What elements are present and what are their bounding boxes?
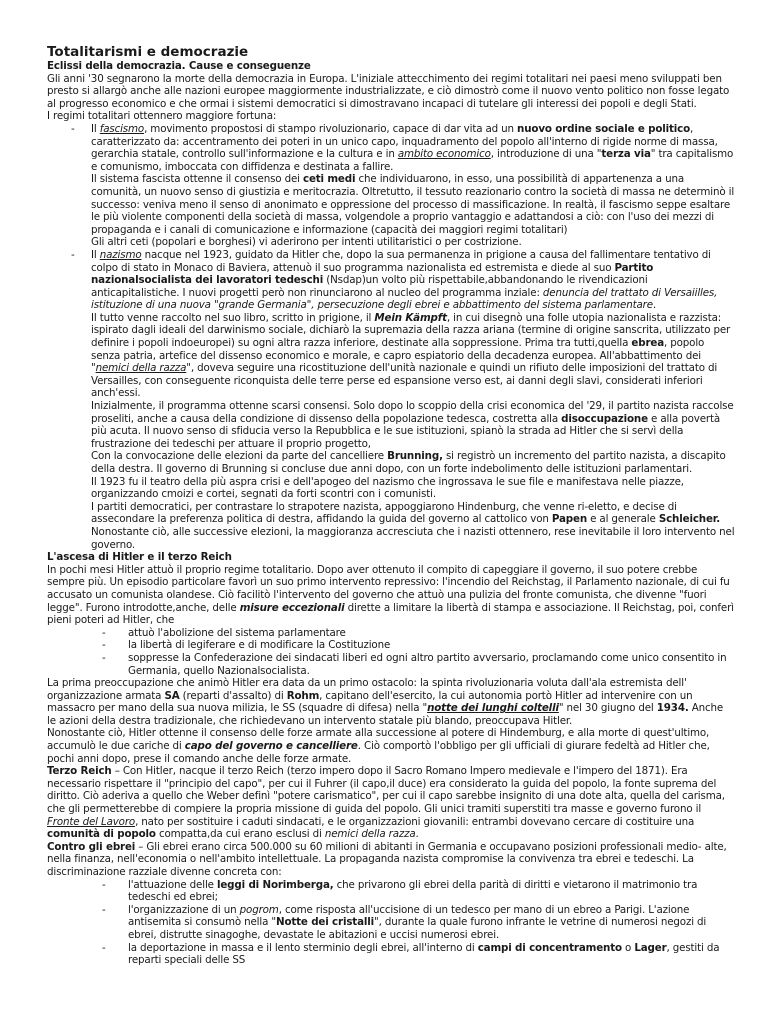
ambito-economico-term: ambito economico xyxy=(397,148,491,161)
section-subtitle: Eclissi della democrazia. Cause e conseguenze xyxy=(47,60,311,72)
list-item: - l'organizzazione di un pogrom, come risposta all'uccisione di un tedesco per mano di un ebreo a Parigi. L'azione antisemita si consumò nella "Notte dei cristalli", durante la quale furono infrante le vetrine di numerosi negozi di ebrei, distrutte sinagoghe, devastate le abitazioni e uccisi numerosi ebrei. xyxy=(102,903,707,941)
list-item: - la deportazione in massa e il lento sterminio degli ebrei, all'interno di campi di concentramento o Lager, gestiti da reparti speciali delle SS xyxy=(102,941,720,967)
regimes-intro: I regimi totalitari ottennero maggiore fortuna: xyxy=(47,110,277,123)
terzo-reich-paragraph: Terzo Reich – Con Hitler, nacque il terzo Reich (terzo impero dopo il Sacro Romano Impero medievale e l'impero del 1871). Era necessario rispettare il "principio del capo", per cui il Fuhrer (il capo,il duce) era considerato la guida del popolo, la fonte suprema del diritto. Ciò aderiva a quello che Weber definì "potere carismatico", per cui il capo sarebbe insignito di una dote alta, quella del carisma, che gli permetterebbe di compiere la propria missione di guida del popolo. Gli unici tramiti superstiti tra masse e governo furono il Fronte del Lavoro, nato per sostituire i caduti sindacati, e le organizzazioni giovanili: entrambi dovevano cercare di costituire una comunità di popolo compatta,da cui erano esclusi di nemici della razza. xyxy=(47,765,725,841)
nazismo-p3: Inizialmente, il programma ottenne scarsi consensi. Solo dopo lo scoppio della crisi economica del '29, il partito nazista raccolse proseliti, anche a causa della condizione di dissenso della popolazione tedesca, costretta alla disoccupazione e alla povertà più acuta. Il nuovo senso di sfiducia verso la Repubblica e le sue istituzioni, spianò la strada ad Hitler che si servì della frustrazione dei tedeschi per attuare il proprio progetto, xyxy=(91,400,734,450)
bullet-dash: - xyxy=(71,122,75,135)
ascesa-p2: La prima preoccupazione che animò Hitler era data da un primo ostacolo: la spinta rivoluzionaria voluta dall'ala estremista dell' organizzazione armata SA (reparti d'assalto) di Rohm, capitano dell'esercito, la cui autonomia portò Hitler ad intervenire con un massacro per mano della sua nuova milizia, le SS (squadre di difesa) nella "notte dei lunghi coltelli" nel 30 giugno del 1934. Anche le azioni della destra tradizionale, che richiedevano un intervento statale più blando, preoccupava Hitler. xyxy=(47,677,724,727)
ascesa-p1: In pochi mesi Hitler attuò il proprio regime totalitario. Dopo aver ottenuto il compito di capeggiare il governo, il suo potere crebbe sempre più. Un episodio particolare favorì un suo primo intervento repressivo: l'incendio del Reichstag, il Parlamento nazionale, di cui fu accusato un comunista olandese. Ciò facilitò l'intervento del governo che attuò una pulizia del fronte comunista, che divenne "fuori legge". Furono introdotte,anche, delle misure eccezionali dirette a limitare la libertà di stampa e associazione. Il Reichstag, poi, conferì pieni poteri ad Hitler, che xyxy=(47,563,734,627)
fascismo-p2: Il sistema fascista ottenne il consenso dei ceti medi che individuarono, in esso, una possibilità di appartenenza a una comunità, un nuovo senso di giustizia e meritocrazia. Oltretutto, il tessuto reazionario contro la società di massa ne determinò il successo: veniva meno il senso di anonimato e oppressione del processo di massificazione. In realtà, il fascismo seppe esaltare le più violente componenti della società di massa, volgendole a proprio vantaggio e adattandosi a ciò: con l'uso dei mezzi di propaganda e i canali di comunicazione e informazione (capacità dei maggiori regimi totalitari) xyxy=(91,173,735,236)
list-item: - soppresse la Confederazione dei sindacati liberi ed ogni altro partito avversario, proclamando come unico consentito in Germania, quello Nazionalsocialista. xyxy=(102,651,727,677)
bullet-dash: - xyxy=(71,248,75,261)
powers-list xyxy=(47,627,735,677)
nazismo-p2: Il tutto venne raccolto nel suo libro, scritto in prigione, il Mein Kämpft, in cui disegnò una folle utopia nazionalista e razzista: ispirato dagli ideali del darwinismo sociale, dichiarò la supremazia della razza ariana (termine di origine sanscrita, utilizzato per definire i popoli indoeuropei) su ogni altra razza inferiore, destinate alla soppressione. Prima tra tutti,quella ebrea, popolo senza patria, artefice del dissenso economico e morale, e capro espiatorio della decadenza europea. All'abbattimento dei "nemici della razza", doveva seguire una ricostituzione dell'unità nazionale e quindi un rifiuto delle imposizioni del trattato di Versailles, con conseguente riconquista delle terre perse ed espansione verso est, ai danni degli slavi, considerati inferiori anch'essi. xyxy=(91,311,731,400)
fascismo-bullet xyxy=(47,123,735,249)
intro-paragraph: Gli anni '30 segnarono la morte della democrazia in Europa. L'iniziale attecchimento dei regimi totalitari nei paesi meno sviluppati ben presto si allargò anche alle nazioni europee maggiormente industrializzate, e ciò dimostrò come il nuovo vento politico non fosse legato al progresso economico e che ormai i sistemi democratici si dimostravano incapaci di tutelare gli interessi dei popoli e degli Stati. xyxy=(47,72,730,110)
contro-ebrei-paragraph: Contro gli ebrei – Gli ebrei erano circa 500.000 su 60 milioni di abitanti in Germania e occupavano posizioni professionali medio- alte, nella finanza, nell'economia o nell'ambito intellettuale. La propaganda nazista compromise la convivenza tra ebrei e tedeschi. La discriminazione razziale divenne concreta con: xyxy=(47,840,727,878)
fascismo-p1: Il fascismo, movimento propostosi di stampo rivoluzionario, capace di dar vita ad un nuovo ordine sociale e politico, caratterizzato da: accentramento dei poteri in un unico capo, inquadramento del popolo all'interno di rigide norme di massa, gerarchia statale, controllo sull'informazione e la cultura e in ambito economico, introduzione di una "terza via" tra capitalismo e comunismo, imboccata con diffidenza e destinata a fallire. xyxy=(91,122,734,173)
fronte-lavoro-term: Fronte del Lavoro xyxy=(47,815,136,828)
list-item: - attuò l'abolizione del sistema parlamentare xyxy=(102,626,346,639)
nazismo-p5: Il 1923 fu il teatro della più aspra crisi e dell'apogeo del nazismo che ingrossava le sue file e manifestava nelle piazze, organizzando cmoizi e cortei, segnati da forti scontri con i comunisti. xyxy=(91,475,684,501)
nazismo-p1: Il nazismo nacque nel 1923, guidato da Hitler che, dopo la sua permanenza in prigione a causa del fallimentare tentativo di colpo di stato in Monaco di Baviera, attenuò il suo programma nazionalista ed estremista e diede al suo Partito nazionalsocialista dei lavoratori tedeschi (Nsdap)un volto più rispettabile,abbandonando le rivendicazioni anticapitalistiche. I nuovi progetti però non rinunciarono al nucleo del programma inziale: denuncia del trattato di Versaiilles, istituzione di una nuova "grande Germania", persecuzione degli ebrei e abbattimento del sistema parlamentare. xyxy=(91,248,718,312)
list-item: - l'attuazione delle leggi di Norimberga, che privarono gli ebrei della parità di diritti e vietarono il matrimonio tra tedeschi ed ebrei; xyxy=(102,878,698,904)
fascismo-term: fascismo xyxy=(99,122,145,135)
nazismo-bullet xyxy=(47,249,735,551)
nazismo-p6: I partiti democratici, per contrastare lo strapotere nazista, appoggiarono Hindenburg, che venne ri-eletto, e decise di assecondare la preferenza politica di destra, affidando la guida del governo al cattolico von Papen e al generale Schleicher. Nonostante ciò, alle successive elezioni, la maggioranza accresciuta che i nazisti ottennero, rese inevitabile il loro intervento nel governo. xyxy=(91,500,735,551)
list-item: - la libertà di legiferare e di modificare la Costituzione xyxy=(102,639,391,652)
nemici-razza-term: nemici della razza xyxy=(95,362,187,375)
document-page xyxy=(47,44,735,967)
ascesa-p3: Nonostante ciò, Hitler ottenne il consenso delle forze armate alla successione al potere di Hindemburg, e alla morte di quest'ultimo, accumulò le due cariche di capo del governo e cancelliere. Ciò comportò l'obbligo per gli ufficiali di giurare fedeltà ad Hitler che, pochi anni dopo, prese il comando anche delle forze armate. xyxy=(47,727,710,765)
fascismo-p3: Gli altri ceti (popolari e borghesi) vi aderirono per intenti utilitaristici o per costrizione. xyxy=(91,236,522,249)
nazismo-p4: Con la convocazione delle elezioni da parte del cancelliere Brunning, si registrò un incremento del partito nazista, a discapito della destra. Il governo di Brunning si concluse due anni dopo, con un forte indebolimento delle istituzioni parlamentari. xyxy=(91,450,726,475)
document-title: Totalitarismi e democrazie xyxy=(47,44,249,60)
ascesa-heading: L'ascesa di Hitler e il terzo Reich xyxy=(47,551,232,564)
nazismo-term: nazismo xyxy=(99,248,142,261)
discrimination-list xyxy=(47,879,735,967)
